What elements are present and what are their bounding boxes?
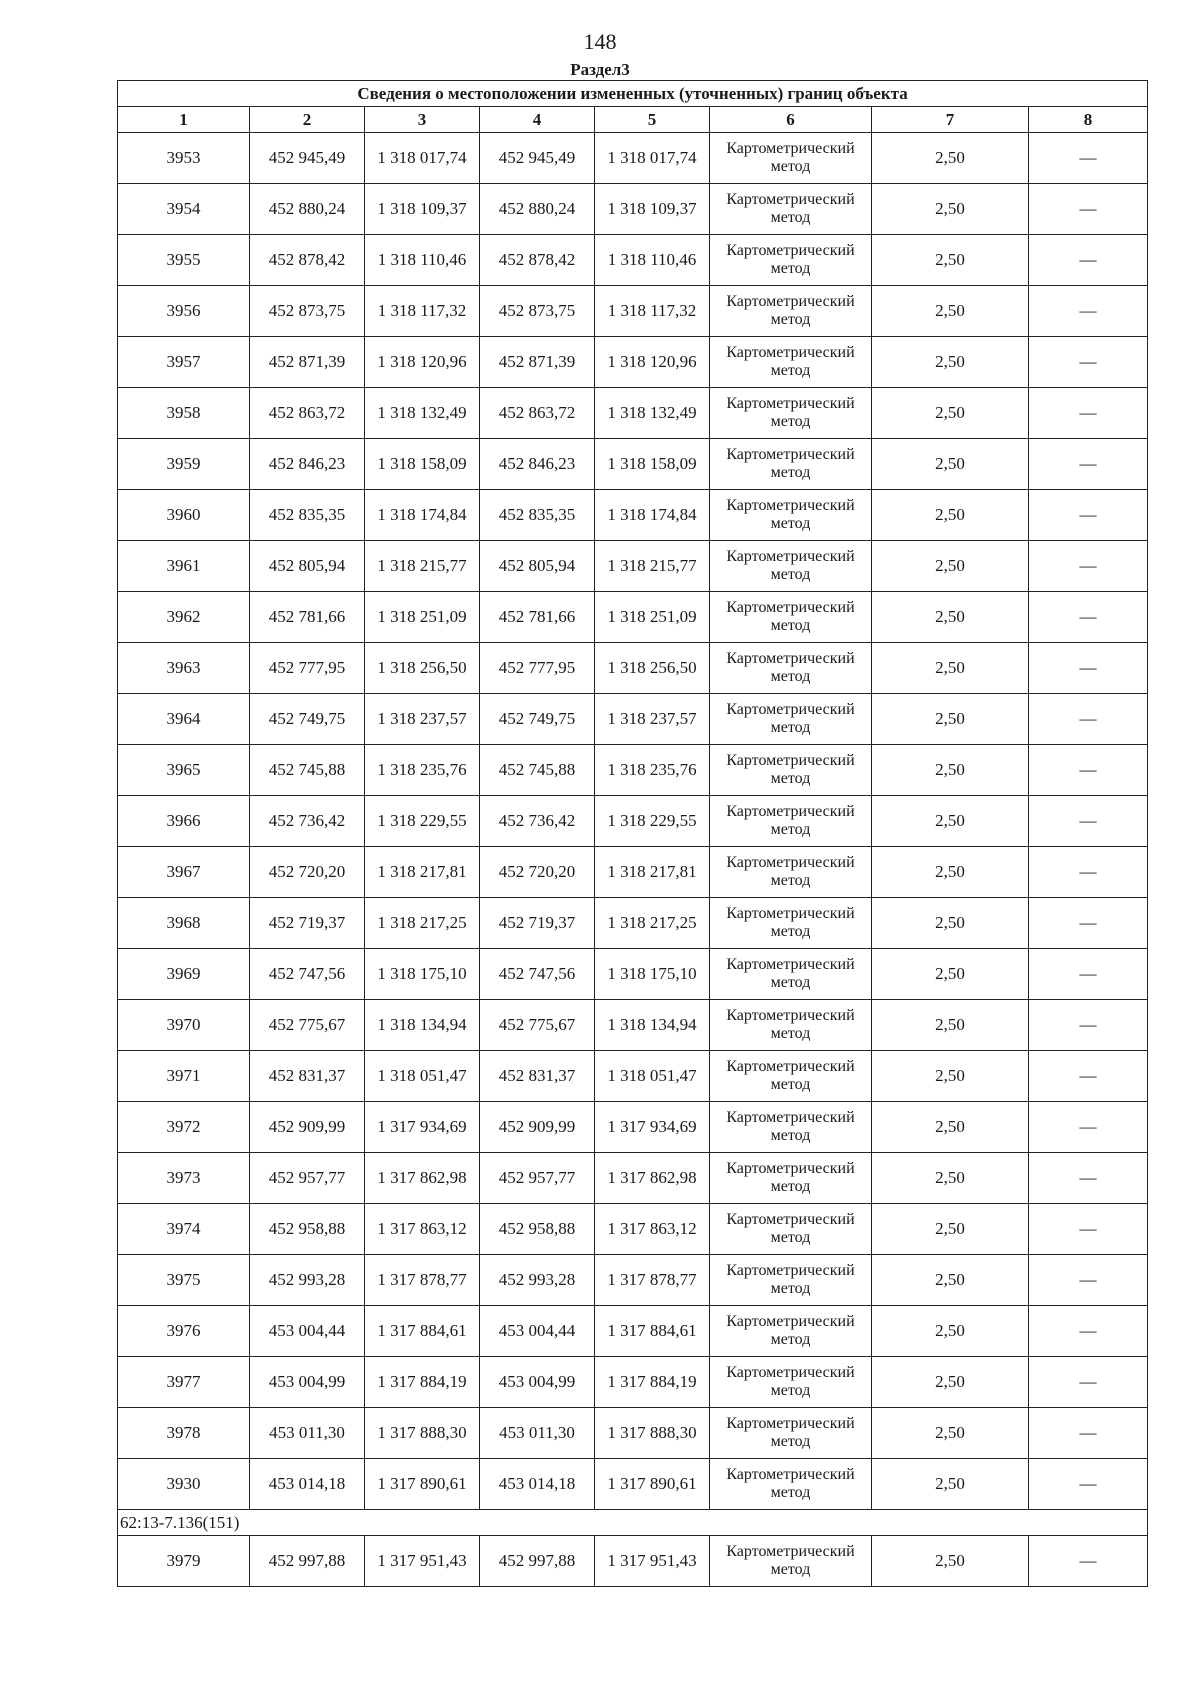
y-coordinate-new: 1 318 174,84 [595,490,710,541]
y-coordinate-existing: 1 318 117,32 [365,286,480,337]
accuracy-cell: 2,50 [872,643,1029,694]
table-row [118,796,1148,847]
note-cell: — [1029,949,1148,1000]
column-number-5: 5 [595,107,710,133]
table-body [118,133,1148,1510]
x-coordinate-new: 452 846,23 [480,439,595,490]
column-number-2: 2 [250,107,365,133]
note-cell: — [1029,796,1148,847]
x-coordinate-new: 452 745,88 [480,745,595,796]
x-coordinate-existing: 452 993,28 [250,1255,365,1306]
method-cell: Картометрический метод [710,1153,872,1204]
method-cell: Картометрический метод [710,592,872,643]
point-number: 3973 [118,1153,250,1204]
x-coordinate-existing: 453 004,44 [250,1306,365,1357]
y-coordinate-existing: 1 318 235,76 [365,745,480,796]
x-coordinate-new: 452 993,28 [480,1255,595,1306]
y-coordinate-existing: 1 317 863,12 [365,1204,480,1255]
x-coordinate-new: 452 747,56 [480,949,595,1000]
x-coordinate-existing: 453 014,18 [250,1459,365,1510]
y-coordinate-existing: 1 317 862,98 [365,1153,480,1204]
accuracy-cell: 2,50 [872,949,1029,1000]
x-coordinate-new: 452 805,94 [480,541,595,592]
accuracy-cell: 2,50 [872,592,1029,643]
y-coordinate-new: 1 318 134,94 [595,1000,710,1051]
method-cell: Картометрический метод [710,796,872,847]
note-cell: — [1029,133,1148,184]
note-cell: — [1029,1357,1148,1408]
x-coordinate-new: 453 004,99 [480,1357,595,1408]
y-coordinate-existing: 1 318 110,46 [365,235,480,286]
table-row [118,337,1148,388]
note-cell: — [1029,1408,1148,1459]
method-cell: Картометрический метод [710,184,872,235]
y-coordinate-new: 1 318 132,49 [595,388,710,439]
x-coordinate-new: 452 880,24 [480,184,595,235]
note-cell: — [1029,1459,1148,1510]
x-coordinate-existing: 452 945,49 [250,133,365,184]
y-coordinate-existing: 1 317 884,61 [365,1306,480,1357]
method-cell: Картометрический метод [710,388,872,439]
accuracy-cell: 2,50 [872,847,1029,898]
point-number: 3971 [118,1051,250,1102]
column-number-row [118,107,1148,133]
note-cell: — [1029,1204,1148,1255]
point-number: 3956 [118,286,250,337]
note-cell: — [1029,388,1148,439]
y-coordinate-new: 1 318 175,10 [595,949,710,1000]
y-coordinate-existing: 1 317 888,30 [365,1408,480,1459]
x-coordinate-new: 452 719,37 [480,898,595,949]
table-row [118,133,1148,184]
table-row [118,235,1148,286]
point-number: 3955 [118,235,250,286]
table-row [118,1536,1148,1587]
table-row [118,745,1148,796]
y-coordinate-existing: 1 318 017,74 [365,133,480,184]
accuracy-cell: 2,50 [872,388,1029,439]
accuracy-cell: 2,50 [872,541,1029,592]
table-row [118,1408,1148,1459]
x-coordinate-existing: 452 873,75 [250,286,365,337]
accuracy-cell: 2,50 [872,133,1029,184]
column-number-4: 4 [480,107,595,133]
method-cell: Картометрический метод [710,1536,872,1587]
y-coordinate-new: 1 317 934,69 [595,1102,710,1153]
note-cell: — [1029,490,1148,541]
method-cell: Картометрический метод [710,490,872,541]
table-row [118,643,1148,694]
x-coordinate-existing: 452 880,24 [250,184,365,235]
note-cell: — [1029,1536,1148,1587]
table-row [118,898,1148,949]
table-row [118,184,1148,235]
x-coordinate-new: 452 775,67 [480,1000,595,1051]
point-number: 3962 [118,592,250,643]
method-cell: Картометрический метод [710,745,872,796]
x-coordinate-existing: 452 719,37 [250,898,365,949]
point-number: 3977 [118,1357,250,1408]
group-section [118,1510,1148,1587]
y-coordinate-new: 1 318 217,25 [595,898,710,949]
note-cell: — [1029,337,1148,388]
column-number-8: 8 [1029,107,1148,133]
x-coordinate-existing: 452 749,75 [250,694,365,745]
y-coordinate-existing: 1 318 215,77 [365,541,480,592]
point-number: 3963 [118,643,250,694]
accuracy-cell: 2,50 [872,745,1029,796]
x-coordinate-new: 452 863,72 [480,388,595,439]
note-cell: — [1029,643,1148,694]
x-coordinate-existing: 452 878,42 [250,235,365,286]
x-coordinate-new: 452 831,37 [480,1051,595,1102]
table-row [118,1255,1148,1306]
y-coordinate-existing: 1 318 217,25 [365,898,480,949]
x-coordinate-new: 452 878,42 [480,235,595,286]
y-coordinate-new: 1 317 862,98 [595,1153,710,1204]
x-coordinate-existing: 452 909,99 [250,1102,365,1153]
point-number: 3954 [118,184,250,235]
y-coordinate-existing: 1 318 237,57 [365,694,480,745]
point-number: 3969 [118,949,250,1000]
y-coordinate-existing: 1 318 174,84 [365,490,480,541]
x-coordinate-existing: 452 831,37 [250,1051,365,1102]
x-coordinate-existing: 452 745,88 [250,745,365,796]
y-coordinate-existing: 1 317 951,43 [365,1536,480,1587]
x-coordinate-new: 452 957,77 [480,1153,595,1204]
x-coordinate-new: 453 014,18 [480,1459,595,1510]
y-coordinate-existing: 1 317 890,61 [365,1459,480,1510]
x-coordinate-existing: 452 997,88 [250,1536,365,1587]
table-row [118,1000,1148,1051]
note-cell: — [1029,1306,1148,1357]
method-cell: Картометрический метод [710,1051,872,1102]
x-coordinate-new: 452 749,75 [480,694,595,745]
accuracy-cell: 2,50 [872,1204,1029,1255]
point-number: 3975 [118,1255,250,1306]
x-coordinate-existing: 452 805,94 [250,541,365,592]
method-cell: Картометрический метод [710,235,872,286]
y-coordinate-existing: 1 318 175,10 [365,949,480,1000]
x-coordinate-new: 452 909,99 [480,1102,595,1153]
table-title: Сведения о местоположении измененных (уточненных) границ объекта [118,81,1148,107]
note-cell: — [1029,235,1148,286]
y-coordinate-new: 1 317 888,30 [595,1408,710,1459]
accuracy-cell: 2,50 [872,1051,1029,1102]
accuracy-cell: 2,50 [872,235,1029,286]
point-number: 3961 [118,541,250,592]
method-cell: Картометрический метод [710,898,872,949]
note-cell: — [1029,592,1148,643]
accuracy-cell: 2,50 [872,694,1029,745]
method-cell: Картометрический метод [710,1204,872,1255]
accuracy-cell: 2,50 [872,1536,1029,1587]
x-coordinate-existing: 453 011,30 [250,1408,365,1459]
x-coordinate-new: 452 871,39 [480,337,595,388]
table-row [118,694,1148,745]
table-row [118,592,1148,643]
point-number: 3953 [118,133,250,184]
method-cell: Картометрический метод [710,1459,872,1510]
x-coordinate-new: 452 736,42 [480,796,595,847]
y-coordinate-new: 1 318 251,09 [595,592,710,643]
point-number: 3972 [118,1102,250,1153]
y-coordinate-new: 1 318 217,81 [595,847,710,898]
method-cell: Картометрический метод [710,1255,872,1306]
accuracy-cell: 2,50 [872,490,1029,541]
x-coordinate-new: 452 720,20 [480,847,595,898]
note-cell: — [1029,1051,1148,1102]
x-coordinate-new: 452 873,75 [480,286,595,337]
table-row [118,1102,1148,1153]
point-number: 3960 [118,490,250,541]
boundary-table [117,80,1148,1587]
table-row [118,847,1148,898]
point-number: 3965 [118,745,250,796]
table-row [118,1204,1148,1255]
method-cell: Картометрический метод [710,1102,872,1153]
note-cell: — [1029,184,1148,235]
note-cell: — [1029,439,1148,490]
method-cell: Картометрический метод [710,1357,872,1408]
note-cell: — [1029,847,1148,898]
group-label: 62:13-7.136(151) [118,1510,1148,1536]
y-coordinate-existing: 1 318 132,49 [365,388,480,439]
note-cell: — [1029,1102,1148,1153]
accuracy-cell: 2,50 [872,1408,1029,1459]
y-coordinate-new: 1 318 235,76 [595,745,710,796]
y-coordinate-existing: 1 318 109,37 [365,184,480,235]
note-cell: — [1029,1255,1148,1306]
method-cell: Картометрический метод [710,541,872,592]
x-coordinate-existing: 452 958,88 [250,1204,365,1255]
table-row [118,388,1148,439]
point-number: 3957 [118,337,250,388]
x-coordinate-existing: 452 835,35 [250,490,365,541]
accuracy-cell: 2,50 [872,1102,1029,1153]
point-number: 3930 [118,1459,250,1510]
x-coordinate-new: 452 958,88 [480,1204,595,1255]
note-cell: — [1029,1000,1148,1051]
y-coordinate-new: 1 318 215,77 [595,541,710,592]
x-coordinate-new: 452 781,66 [480,592,595,643]
method-cell: Картометрический метод [710,847,872,898]
y-coordinate-existing: 1 318 229,55 [365,796,480,847]
method-cell: Картометрический метод [710,949,872,1000]
x-coordinate-existing: 452 747,56 [250,949,365,1000]
x-coordinate-existing: 452 777,95 [250,643,365,694]
accuracy-cell: 2,50 [872,337,1029,388]
method-cell: Картометрический метод [710,1000,872,1051]
y-coordinate-existing: 1 318 256,50 [365,643,480,694]
table-row [118,439,1148,490]
note-cell: — [1029,286,1148,337]
page-number: 148 [583,29,617,54]
table-row [118,1051,1148,1102]
method-cell: Картометрический метод [710,286,872,337]
x-coordinate-existing: 452 781,66 [250,592,365,643]
point-number: 3968 [118,898,250,949]
y-coordinate-new: 1 317 884,19 [595,1357,710,1408]
table-row [118,286,1148,337]
method-cell: Картометрический метод [710,337,872,388]
accuracy-cell: 2,50 [872,898,1029,949]
x-coordinate-existing: 452 957,77 [250,1153,365,1204]
y-coordinate-new: 1 318 158,09 [595,439,710,490]
method-cell: Картометрический метод [710,1408,872,1459]
point-number: 3974 [118,1204,250,1255]
method-cell: Картометрический метод [710,439,872,490]
y-coordinate-new: 1 318 017,74 [595,133,710,184]
y-coordinate-existing: 1 317 934,69 [365,1102,480,1153]
point-number: 3967 [118,847,250,898]
y-coordinate-new: 1 318 109,37 [595,184,710,235]
note-cell: — [1029,745,1148,796]
point-number: 3959 [118,439,250,490]
table-row [118,490,1148,541]
x-coordinate-existing: 452 863,72 [250,388,365,439]
y-coordinate-new: 1 318 110,46 [595,235,710,286]
accuracy-cell: 2,50 [872,184,1029,235]
y-coordinate-existing: 1 317 878,77 [365,1255,480,1306]
method-cell: Картометрический метод [710,133,872,184]
table-row [118,1306,1148,1357]
y-coordinate-new: 1 318 117,32 [595,286,710,337]
y-coordinate-new: 1 317 878,77 [595,1255,710,1306]
column-number-3: 3 [365,107,480,133]
y-coordinate-existing: 1 318 134,94 [365,1000,480,1051]
accuracy-cell: 2,50 [872,439,1029,490]
y-coordinate-new: 1 318 051,47 [595,1051,710,1102]
column-number-1: 1 [118,107,250,133]
y-coordinate-new: 1 317 890,61 [595,1459,710,1510]
note-cell: — [1029,694,1148,745]
note-cell: — [1029,1153,1148,1204]
x-coordinate-new: 452 945,49 [480,133,595,184]
x-coordinate-existing: 452 871,39 [250,337,365,388]
point-number: 3964 [118,694,250,745]
x-coordinate-new: 453 004,44 [480,1306,595,1357]
y-coordinate-existing: 1 318 051,47 [365,1051,480,1102]
point-number: 3958 [118,388,250,439]
accuracy-cell: 2,50 [872,1000,1029,1051]
y-coordinate-new: 1 318 256,50 [595,643,710,694]
point-number: 3970 [118,1000,250,1051]
method-cell: Картометрический метод [710,643,872,694]
y-coordinate-existing: 1 318 120,96 [365,337,480,388]
x-coordinate-existing: 453 004,99 [250,1357,365,1408]
x-coordinate-new: 452 777,95 [480,643,595,694]
point-number: 3976 [118,1306,250,1357]
y-coordinate-existing: 1 318 158,09 [365,439,480,490]
x-coordinate-new: 452 835,35 [480,490,595,541]
x-coordinate-existing: 452 846,23 [250,439,365,490]
point-number: 3978 [118,1408,250,1459]
table-row [118,1357,1148,1408]
y-coordinate-new: 1 318 229,55 [595,796,710,847]
table-row [118,949,1148,1000]
x-coordinate-existing: 452 736,42 [250,796,365,847]
accuracy-cell: 2,50 [872,1459,1029,1510]
note-cell: — [1029,898,1148,949]
y-coordinate-new: 1 317 884,61 [595,1306,710,1357]
x-coordinate-new: 452 997,88 [480,1536,595,1587]
method-cell: Картометрический метод [710,694,872,745]
method-cell: Картометрический метод [710,1306,872,1357]
table-row [118,1459,1148,1510]
column-number-6: 6 [710,107,872,133]
note-cell: — [1029,541,1148,592]
x-coordinate-existing: 452 775,67 [250,1000,365,1051]
column-number-7: 7 [872,107,1029,133]
point-number: 3979 [118,1536,250,1587]
accuracy-cell: 2,50 [872,286,1029,337]
accuracy-cell: 2,50 [872,1306,1029,1357]
x-coordinate-new: 453 011,30 [480,1408,595,1459]
y-coordinate-new: 1 318 120,96 [595,337,710,388]
point-number: 3966 [118,796,250,847]
table-row [118,1153,1148,1204]
table-row [118,541,1148,592]
accuracy-cell: 2,50 [872,1153,1029,1204]
accuracy-cell: 2,50 [872,1255,1029,1306]
y-coordinate-existing: 1 318 251,09 [365,592,480,643]
y-coordinate-existing: 1 317 884,19 [365,1357,480,1408]
section-title: Раздел3 [570,60,630,79]
y-coordinate-new: 1 318 237,57 [595,694,710,745]
y-coordinate-existing: 1 318 217,81 [365,847,480,898]
y-coordinate-new: 1 317 951,43 [595,1536,710,1587]
y-coordinate-new: 1 317 863,12 [595,1204,710,1255]
x-coordinate-existing: 452 720,20 [250,847,365,898]
accuracy-cell: 2,50 [872,1357,1029,1408]
accuracy-cell: 2,50 [872,796,1029,847]
